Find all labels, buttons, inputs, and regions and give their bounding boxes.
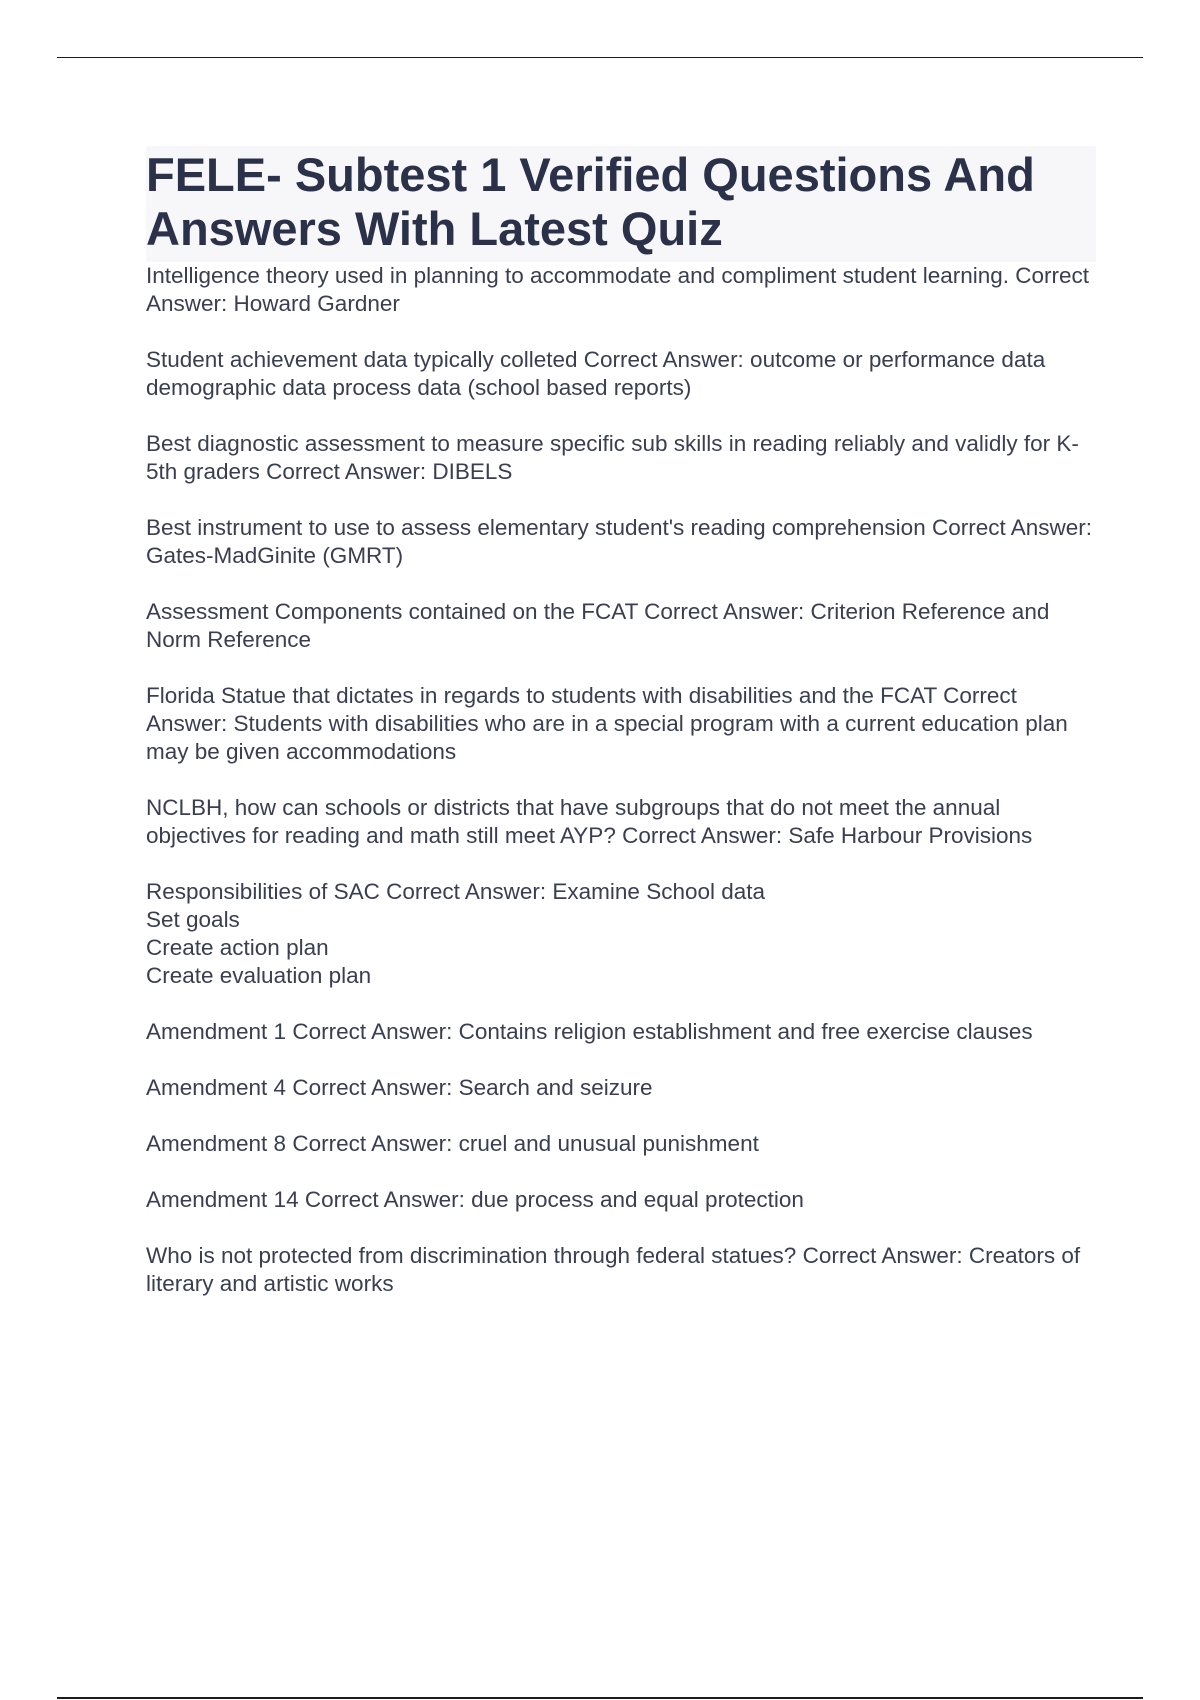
qa-item-1: Intelligence theory used in planning to accommodate and compliment student learning. Correct Answer: Howard Gardner bbox=[146, 263, 1090, 316]
qa-item-9: Amendment 1 Correct Answer: Contains religion establishment and free exercise clauses bbox=[146, 1019, 1033, 1044]
qa-item-5: Assessment Components contained on the FCAT Correct Answer: Criterion Reference and Norm Reference bbox=[146, 599, 1050, 652]
qa-item-6: Florida Statue that dictates in regards to students with disabilities and the FCAT Correct Answer: Students with disabilities who are in a special program with a current education plan may be given accommodations bbox=[146, 683, 1068, 764]
qa-item-7: NCLBH, how can schools or districts that have subgroups that do not meet the annual objectives for reading and math still meet AYP? Correct Answer: Safe Harbour Provisions bbox=[146, 795, 1033, 848]
qa-item-10: Amendment 4 Correct Answer: Search and seizure bbox=[146, 1075, 653, 1100]
qa-item-13: Who is not protected from discrimination through federal statues? Correct Answer: Creators of literary and artistic works bbox=[146, 1243, 1081, 1296]
qa-item-11: Amendment 8 Correct Answer: cruel and unusual punishment bbox=[146, 1131, 759, 1156]
top-divider bbox=[57, 57, 1143, 58]
document-body bbox=[146, 146, 1096, 1326]
document-title: FELE- Subtest 1 Verified Questions And Answers With Latest Quiz bbox=[146, 146, 1096, 262]
qa-item-2: Student achievement data typically colleted Correct Answer: outcome or performance data demographic data process data (school based reports) bbox=[146, 347, 1046, 400]
bottom-divider bbox=[57, 1697, 1143, 1699]
qa-item-8: Responsibilities of SAC Correct Answer: Examine School data Set goals Create action plan Create evaluation plan bbox=[146, 879, 766, 988]
qa-item-12: Amendment 14 Correct Answer: due process and equal protection bbox=[146, 1187, 804, 1212]
qa-item-3: Best diagnostic assessment to measure specific sub skills in reading reliably and validly for K-5th graders Correct Answer: DIBELS bbox=[146, 431, 1079, 484]
qa-item-4: Best instrument to use to assess elementary student's reading comprehension Correct Answer: Gates-MadGinite (GMRT) bbox=[146, 515, 1093, 568]
